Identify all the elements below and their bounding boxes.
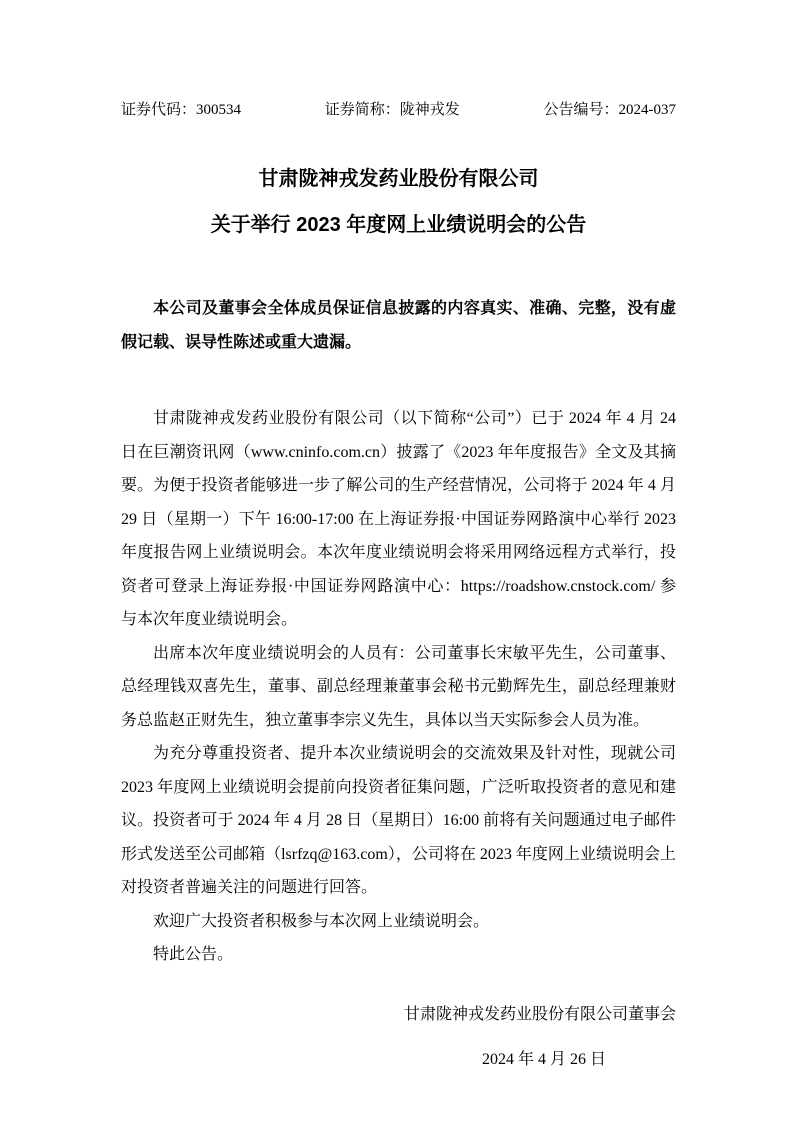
announcement-number: 公告编号：2024-037: [543, 102, 676, 118]
paragraph-question-collection: 为充分尊重投资者、提升本次业绩说明会的交流效果及针对性，现就公司 2023 年度网上业绩说明会提前向投资者征集问题，广泛听取投资者的意见和建议。投资者可于 2024 年 4 月 28 日（星期日）16:00 前将有关问题通过电子邮件形式发送至公司邮箱（lsrfzq@163.com），公司将在 2023 年度网上业绩说明会上对投资者普遍关注的问题进行回答。: [121, 745, 676, 896]
signature-block: [121, 998, 676, 1076]
paragraph-welcome: 欢迎广大投资者积极参与本次网上业绩说明会。: [153, 912, 490, 930]
signature-date: 2024 年 4 月 26 日: [481, 1050, 606, 1068]
title-line-2: 关于举行 2023 年度网上业绩说明会的公告: [210, 214, 587, 236]
paragraph-closing: 特此公告。: [153, 946, 234, 963]
document-title: [121, 156, 676, 248]
stock-code: 证券代码：300534: [121, 102, 242, 118]
paragraph-attendees: 出席本次年度业绩说明会的人员有：公司董事长宋敏平先生，公司董事、总经理钱双喜先生，董事、副总经理兼董事会秘书元勤辉先生，副总经理兼财务总监赵正财先生，独立董事李宗义先生，具体以当天实际参会人员为准。: [121, 644, 676, 729]
stock-name: 证券简称：陇神戎发: [324, 102, 460, 118]
body-text: [121, 402, 676, 972]
title-line-1: 甘肃陇神戎发药业股份有限公司: [258, 168, 539, 190]
paragraph-meeting-info: 甘肃陇神戎发药业股份有限公司（以下简称“公司”）已于 2024 年 4 月 24 日在巨潮资讯网（www.cninfo.com.cn）披露了《2023 年年度报告》全文及其摘要。为便于投资者能够进一步了解公司的生产经营情况，公司将于 2024 年 4 月 29 日（星期一）下午 16:00-17:00 在上海证券报·中国证券网路演中心举行 2023 年度报告网上业绩说明会。本次年度业绩说明会将采用网络远程方式举行，投资者可登录上海证券报·中国证券网路演中心：https://roadshow.cnstock.com/ 参与本次年度业绩说明会。: [121, 410, 676, 628]
disclosure-statement: 本公司及董事会全体成员保证信息披露的内容真实、准确、完整，没有虚假记载、误导性陈述或重大遗漏。: [121, 300, 676, 351]
document-header: [121, 100, 676, 120]
signature-company: 甘肃陇神戎发药业股份有限公司董事会: [403, 1005, 676, 1023]
